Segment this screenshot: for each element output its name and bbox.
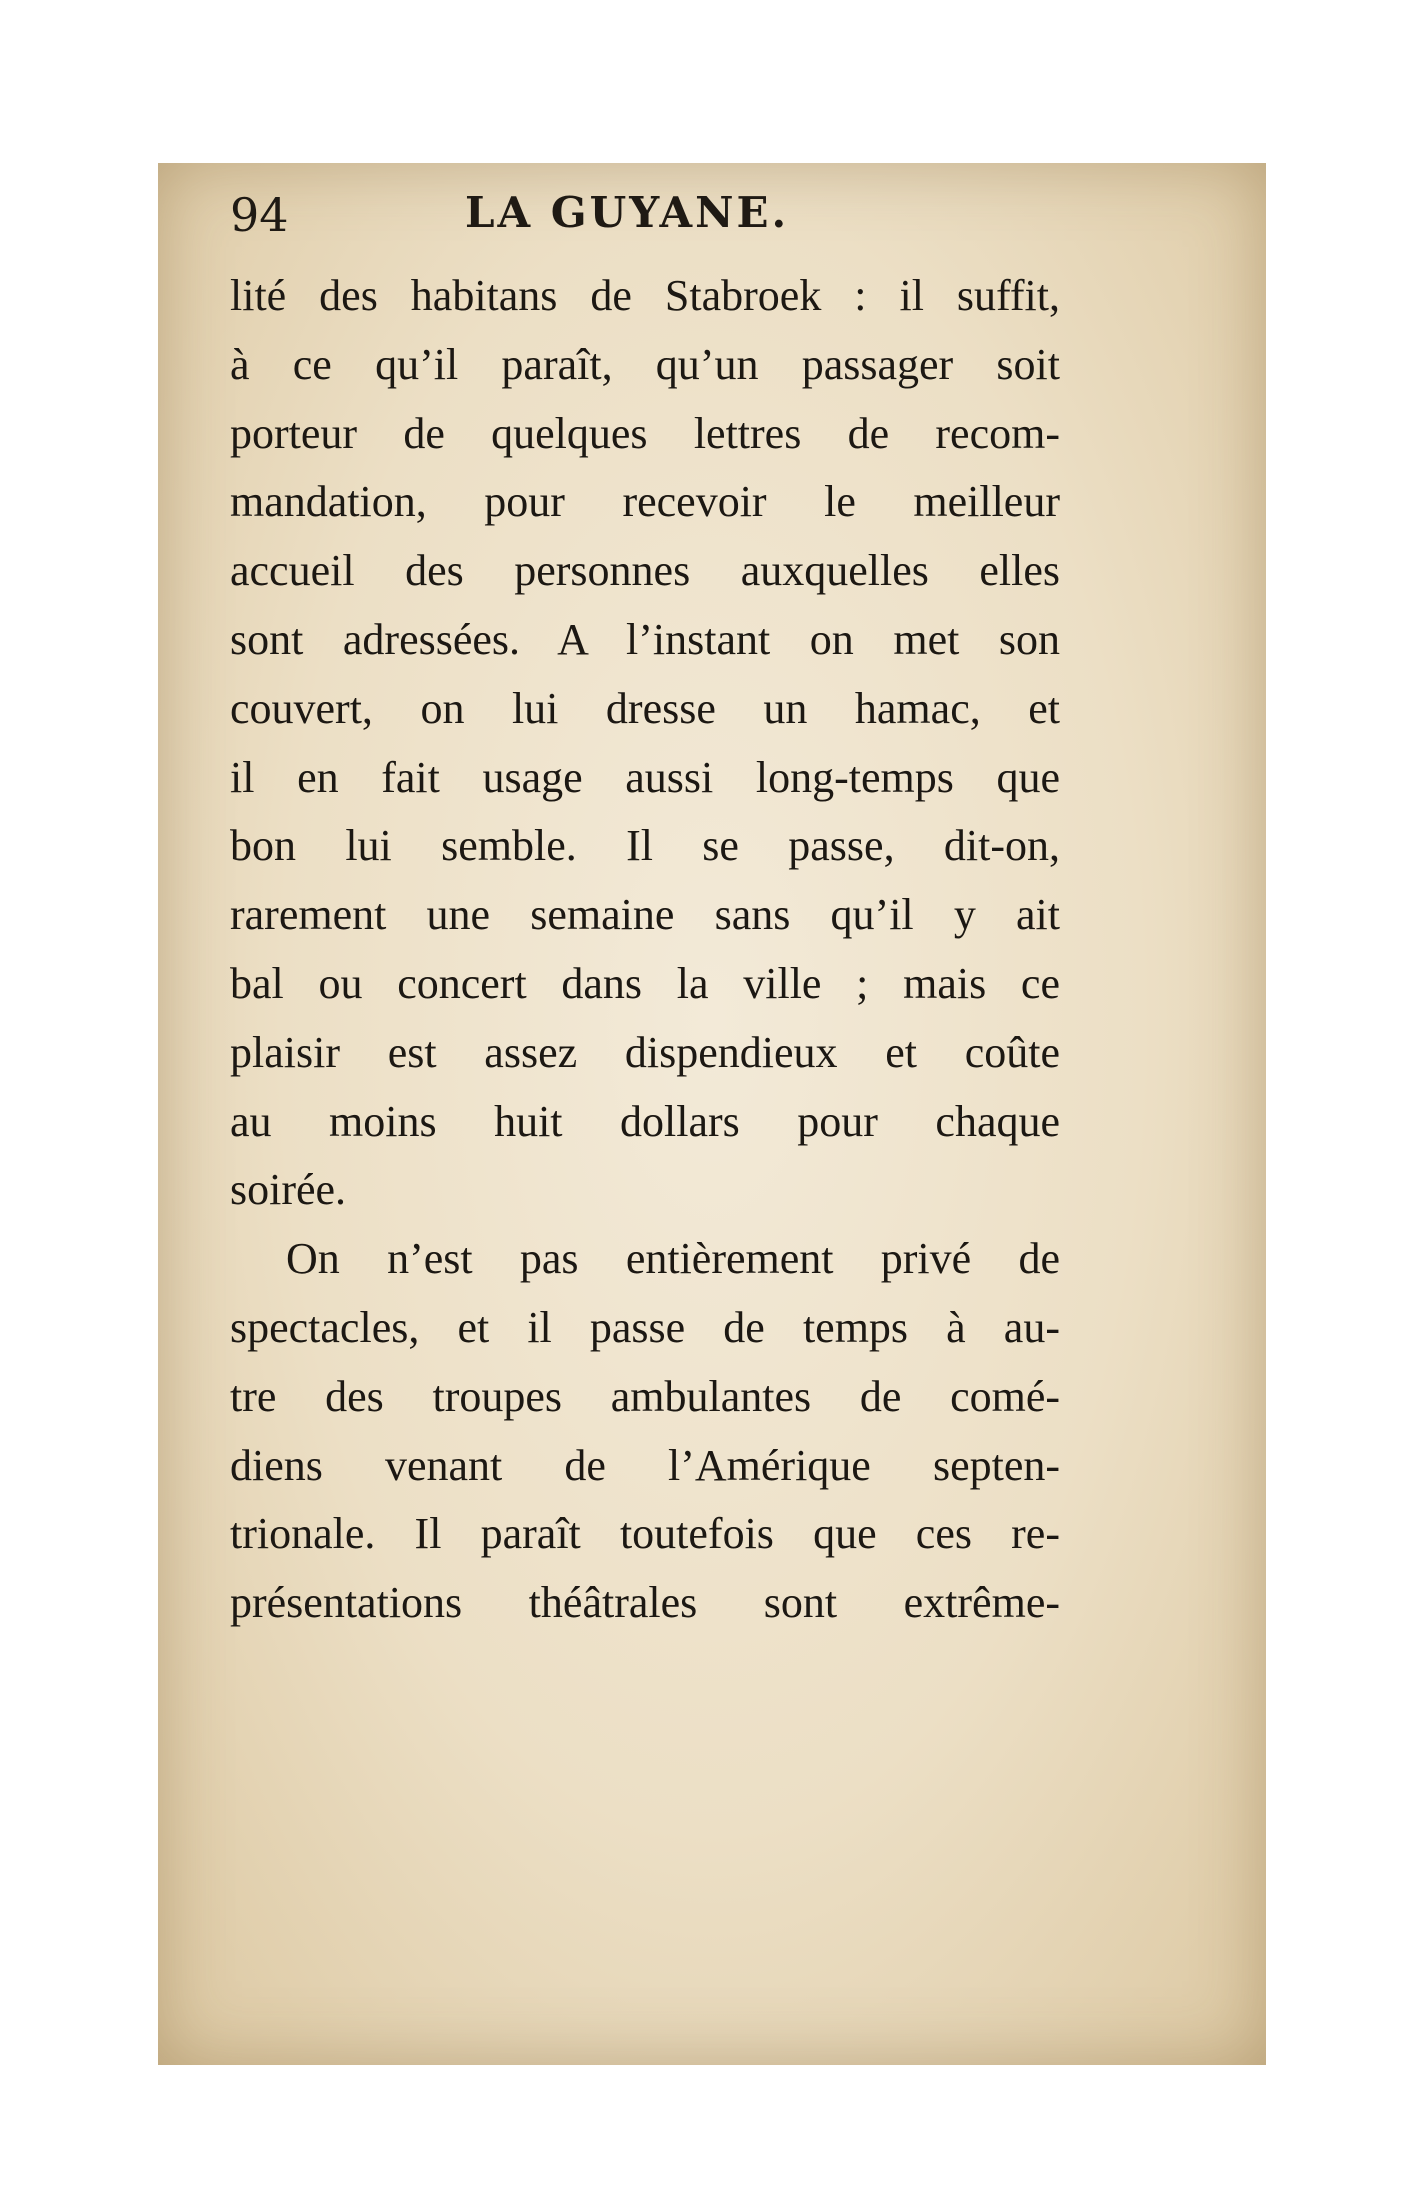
text-line: porteur de quelques lettres de recom- xyxy=(230,408,1060,458)
text-line: il en fait usage aussi long-temps que xyxy=(230,752,1060,802)
text-line: plaisir est assez dispendieux et coûte xyxy=(230,1027,1060,1077)
text-line: trionale. Il paraît toutefois que ces re- xyxy=(230,1509,1060,1559)
text-line: soirée. xyxy=(230,1165,347,1215)
text-line: au moins huit dollars pour chaque xyxy=(230,1096,1060,1146)
page-number: 94 xyxy=(230,188,289,242)
text-line: accueil des personnes auxquelles elles xyxy=(230,546,1060,596)
text-line: lité des habitans de Stabroek : il suffit, xyxy=(230,271,1060,320)
text-line: présentations théâtrales sont extrême- xyxy=(230,1578,1060,1628)
text-line: bal ou concert dans la ville ; mais ce xyxy=(230,958,1060,1008)
text-line: diens venant de l’Amérique septen- xyxy=(230,1440,1060,1490)
text-line: à ce qu’il paraît, qu’un passager soit xyxy=(230,339,1060,389)
running-head: LA GUYANE. xyxy=(465,188,790,237)
text-line: bon lui semble. Il se passe, dit-on, xyxy=(230,821,1060,871)
text-line: spectacles, et il passe de temps à au- xyxy=(230,1302,1060,1352)
paragraph-1 xyxy=(230,262,1060,1225)
body-text xyxy=(230,262,1060,1638)
text-line: rarement une semaine sans qu’il y ait xyxy=(230,890,1060,940)
text-line: couvert, on lui dresse un hamac, et xyxy=(230,683,1060,733)
text-line: mandation, pour recevoir le meilleur xyxy=(230,477,1060,527)
text-line: tre des troupes ambulantes de comé- xyxy=(230,1371,1060,1421)
paragraph-2 xyxy=(230,1225,1060,1638)
page-header xyxy=(230,180,1060,260)
text-line: On n’est pas entièrement privé de xyxy=(286,1234,1060,1284)
text-line: sont adressées. A l’instant on met son xyxy=(230,614,1060,664)
